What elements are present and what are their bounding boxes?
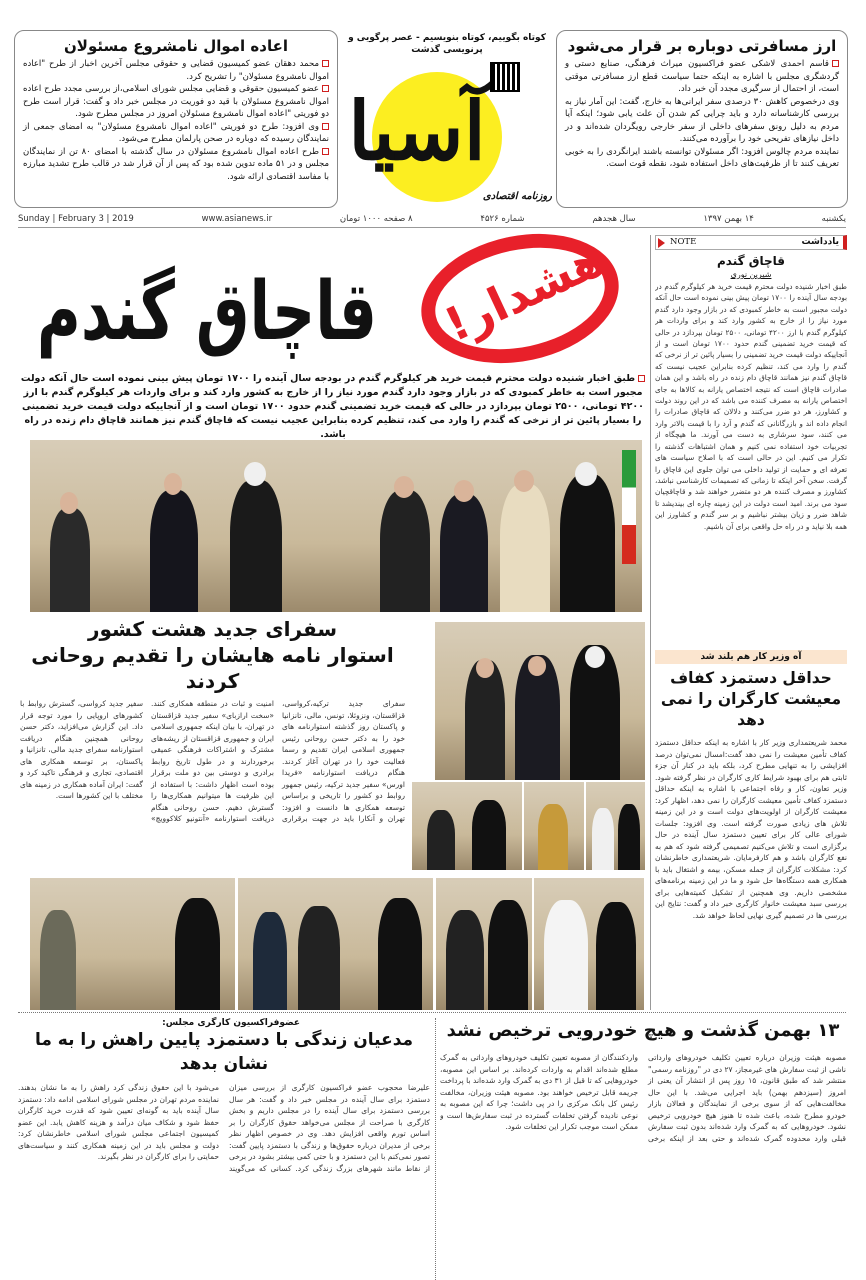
- left-top-para: محمد دهقان عضو کمیسیون قضایی و حقوقی مجلس آخرین اخبار از طرح "اعاده اموال نامشروع مسئولان" را تشریح کرد.: [23, 59, 329, 82]
- left-top-para: طرح اعاده اموال نامشروع مسئولان در سال گذشته با امضای ۸۰ تن از نمایندگان مجلس و در ۵۱ ماده تدوین شده بود که پس از آن قرار شد در قالب طرح تشدید مبارزه با مفاسد اقتصادی ارائه شود.: [23, 146, 330, 182]
- left-top-headline: اعاده اموال نامشروع مسئولان: [64, 37, 288, 55]
- photo-ambassador-handshake: [30, 440, 300, 612]
- bullet-icon: [322, 123, 329, 130]
- date-persian: ۱۴ بهمن ۱۳۹۷: [703, 214, 754, 224]
- right-top-story: [556, 30, 848, 208]
- photo-ambassador-6: [30, 878, 235, 1010]
- mps-story: [18, 1018, 430, 1276]
- photo-ambassador-7: [238, 878, 433, 1010]
- ambassadors-body: سفرای جدید ترکیه،کرواسی، قزاقستان، ونزوئلا، تونس، مالی، تانزانیا و پاکستان روز گذشته استوارنامه های خود را به دکتر حسن روحانی رئیس جمهوری اسلامی ایران تقدیم و رسما فعالیت خود را در تهران آغاز کردند. هنگام دریافت استوارنامه «فریدا اورس» سفیر جدید ترکیه، رئیس جمهور روابط دو کشور را تاریخی و براساس توسعه همکاری ها دانست و افزود: تهران و آنکارا باید در جهت برقراری امنیت و ثبات در منطقه همکاری کنند. «سخت ارازبای» سفیر جدید قزاقستان در تهران، با بیان اینکه جمهوری اسلامی ایران و جمهوری قزاقستان از ریشه‌های مشترک و اشتراکات فرهنگی عمیقی برخوردارند و در طول تاریخ روابط برادری و دوستی بین دو ملت برقرار بوده است اظهار داشت: با استفاده از این ظرفیت ها میتوانیم همکاری‌ها را گسترش دهیم. حسن روحانی هنگام دریافت استوارنامه «آنتونیو کلاکوویچ» سفیر جدید کرواسی، گسترش روابط با کشورهای اروپایی را مورد توجه قرار داد. این گزارش می‌افزاید، دکتر حسن روحانی همچنین هنگام دریافت استوارنامه سفرای جدید مالی، تانزانیا و پاکستان، بر توسعه همکاری های اقتصادی، تجاری و فرهنگی تاکید کرد و گفت: ایران آماده همکاری در زمینه های مختلف با این کشورها است.: [20, 699, 405, 823]
- labour-body: محمد شریعتمداری وزیر کار با اشاره به اینکه حداقل دستمزد کفاف تأمین معیشت را نمی دهد گفت:امسال نمی‌توان درصد افزایشی را به تنهایی مطرح کرد، بلکه باید در کنار آن جزء ثابتی هم برای بهبود شرایط کاری کارگران در نظر گرفته شود. وزیر تعاون، کار و رفاه اجتماعی با اشاره به اینکه حداقل دستمزد کفاف تأمین معیشت کارگران را نمی دهد، اظهار کرد: معیشت کارگران از اولویت‌های دولت است و در این زمینه تلاش های زیادی صورت گرفته است. وی افزود: جلسات شورای عالی کار برای تعیین دستمزد سال آینده در حال برگزاری است و تلاش می‌کنیم تصمیمی گرفته شود که هم به نفع کارگران باشد و هم کارفرمایان. شریعتمداری خاطرنشان کرد: مشکلات کارگران از جمله مسکن، بیمه و اشتغال باید با همکاری همه دستگاه‌ها حل شود و ما در این زمینه برنامه‌های مشخصی داریم. وی همچنین از تشکیل کمیته‌هایی برای بررسی سبد معیشت خانوار کارگری خبر داد و گفت: نتایج این بررسی ها در تصمیم گیری نهایی لحاظ خواهد شد.: [655, 738, 847, 920]
- labour-story: [655, 650, 847, 1008]
- date-english: Sunday | February 3 | 2019: [18, 214, 134, 224]
- year-volume: سال هجدهم: [592, 214, 636, 224]
- date-bar: [18, 212, 846, 228]
- right-top-para: وی درخصوص کاهش ۳۰ درصدی سفر ایرانی‌ها به خارج، گفت: این آمار نیاز به بررسی کارشناسانه دارد و باید چرایی کم شدن آن علت یابی شود؛ اینکه آیا مردم به دلیل رونق سفرهای داخلی از سفر خارجی رویگردان شده‌اند و در داخل نیازهای تفریحی خود را برآورده می‌کنند.: [565, 96, 839, 144]
- ambassadors-headline: سفرای جدید هشت کشور استوار نامه هایشان را تقدیم روحانی کردند: [31, 617, 394, 693]
- cars-story: [440, 1018, 846, 1276]
- iran-flag: [622, 450, 636, 564]
- photo-rouhani-ambassador: [435, 622, 645, 780]
- issue-number: شماره ۴۵۲۶: [480, 214, 525, 224]
- main-headline: قاچاق گندم: [36, 264, 378, 360]
- photo-ambassador-4: [524, 782, 584, 870]
- left-top-para: وی افزود: طرح دو فوریتی "اعاده اموال نامشروع مسئولان" به امضای جمعی از نمایندگان رسیده که دوباره در صحن پارلمان مطرح می‌شود.: [23, 121, 329, 144]
- note-body: طبق اخبار شنیده دولت محترم قیمت خرید هر کیلوگرم گندم در بودجه سال آینده را ۱۷۰۰ تومان پیش بینی نموده است حال آنکه دولت مجبور است به خاطر کمبودی که در بازار وجود دارد گندم مورد نیاز را از خارج به کشور وارد کند و برای واردات هر کیلوگرم گندم با ارز ۴۲۰۰ تومانی، ۲۵۰۰ تومان بپردازد در حالی که قیمت خرید تضمینی گندم حدود ۱۷۰۰ تومان است و از آنجاییکه دولت قیمت خرید تضمینی را بسیار پائین تر از نرخی که گندم را وارد می کند، تنظیم کرده بنابراین عجیب نیست که قاچاق گندم نیز همانند قاچاق دام زنده در راه باشد و این همان صادرات قاچاق است که نتیجه اختصاص یارانه به کالاها به جای اختصاص یارانه به مصرف کننده می باشد که در این روند دولت و کشاورز، هر دو ضرر می‌کنند و دلالان که قاچاق صادرات را انجام داده اند و بازرگانانی که گندم و آرد را با قیمت بالاتر وارد می کنند، سود سرشاری به دست می آورند. ما هیچگاه از تجربیات خود استفاده نمی کنیم و همان اشتباهات گذشته را تکرار می کنیم. این در حالی است که با اصلاح سیاست های تعرفه ای و حمایت از تولید داخلی می توان جلوی این قاچاق را گرفت. سخن آخر اینکه تا زمانی که تصمیمات کارشناسی نباشد، کشاورز و مصرف کننده هر دو متضرر خواهند شد و قاچاقچیان سود می برند. امید است دولت در این زمینه چاره ای بیندیشد تا شاهد ضرر و زیان بیشتر نباشیم و بر سر گندم و کشاورز این همه بلا نیاید و در راه حل واقعی برای آن باشیم.: [655, 282, 847, 531]
- note-column: [655, 235, 847, 640]
- right-top-para: نماینده مردم چالوس افزود: اگر مسئولان توانسته باشند ایرانگردی را به خوبی تعریف کنند تا از ظرفیت‌های داخل استفاده شود، نقطه قوت است.: [565, 146, 839, 169]
- bullet-icon: [638, 375, 645, 382]
- mps-headline: مدعیان زندگی با دستمزد پایین راهش را به ما نشان بدهد: [34, 1030, 414, 1074]
- arrow-icon: [658, 238, 665, 248]
- cars-body: مصوبه هیئت وزیران درباره تعیین تکلیف خودروهای وارداتی ناشی از ثبت سفارش های غیرمجاز، ۲۷ دی در "روزنامه رسمی" منتشر شد که طبق قانون، ۱۵ روز پس از انتشار آن یعنی از امروز (سیزدهم بهمن) باید اجرایی می‌شد. با این حال مخالفت‌هایی که از سوی برخی از نمایندگان و فعالان بازار خودرو مطرح شده، باعث شده تا هنوز هیچ خودرویی ترخیص نشود. خودروهایی که به گمرک وارد شده‌اند بدون ثبت سفارش قبلی وارد محدوده گمرک شده‌اند و حتی بعد از اینکه برخی واردکنندگان از مصوبه تعیین تکلیف خودروهای وارداتی به گمرک مطلع شده‌اند اقدام به واردات کرده‌اند. بر اساس این مصوبه، خودروهایی که تا قبل از ۳۱ دی به گمرک وارد شده‌اند با پرداخت جریمه قابل ترخیص خواهند بود. مصوبه هیئت وزیران، مخالفت رئیس کل بانک مرکزی را در پی داشت؛ چرا که این مصوبه به نوعی نادیده گرفتن تخلفات گسترده در ثبت سفارش‌ها است و ممکن است موجب تکرار این تخلفات شود.: [440, 1053, 846, 1143]
- motto: کوتاه بگوییم، کوتاه بنویسیم - عصر پرگویی و پرنویسی گذشت: [348, 33, 546, 55]
- cars-headline: ۱۳ بهمن گذشت و هیچ خودرویی ترخیص نشد: [446, 1020, 840, 1041]
- main-lead: طبق اخبار شنیده دولت محترم قیمت خرید هر کیلوگرم گندم در بودجه سال آینده را ۱۷۰۰ تومان پیش بینی نموده است حال آنکه دولت مجبور است به خاطر کمبودی که در بازار وجود دارد گندم مورد نیاز را از خارج به کشور وارد کند و برای واردات هر کیلوگرم گندم با ارز ۴۲۰۰ تومانی، ۲۵۰۰ تومان بپردازد در حالی که قیمت خرید تضمینی گندم حدود ۱۷۰۰ تومان است و از آنجاییکه دولت قیمت خرید تضمینی را بسیار پائین تر از نرخی که گندم را وارد می کند، تنظیم کرده بنابراین عجیب نیست که قاچاق گندم نیز همانند قاچاق دام زنده در راه باشد.: [20, 373, 644, 440]
- note-label: یادداشت: [801, 237, 839, 247]
- photo-ambassador-8: [436, 878, 532, 1010]
- price: ۸ صفحه ۱۰۰۰ تومان: [339, 214, 413, 224]
- photo-ambassador-3: [412, 782, 522, 870]
- qr-code-icon: [492, 64, 518, 90]
- note-label-bar: [655, 235, 847, 250]
- note-title: قاچاق گندم: [716, 254, 786, 268]
- mps-kicker: عضوفراکسیون کارگری مجلس:: [162, 1018, 300, 1028]
- right-top-para: قاسم احمدی لاشکی عضو فراکسیون میراث فرهنگی، صنایع دستی و گردشگری مجلس با اشاره به اینکه حتما سیاست قطع ارز مسافرتی موقتی است، از احتمال از سرگیری مجدد آن خبر داد.: [565, 59, 839, 94]
- newspaper-logo: آسیا: [348, 84, 486, 178]
- day-persian: یکشنبه: [821, 214, 846, 224]
- bullet-icon: [322, 60, 329, 67]
- website-link[interactable]: www.asianews.ir: [201, 214, 273, 224]
- left-top-para: عضو کمیسیون حقوقی و قضایی مجلس شورای اسلامی،از بررسی مجدد طرح اعاده اموال نامشروع مسئولان با قید دو فوریت در مجلس خبر داد و گفت: قرار است طرح دو فوریتی "اعاده اموال نامشروع مسئولان امروز در مجلس مطرح شود.: [23, 84, 329, 119]
- masthead: [342, 30, 552, 208]
- note-label-en: NOTE: [670, 237, 697, 247]
- mps-body: علیرضا محجوب عضو فراکسیون کارگری از بررسی میزان دستمزد برای سال آینده در مجلس خبر داد و گفت: هر سال بررسی دستمزد برای سال آینده را در مجلس داریم و بخش کارگری با صراحت از مجلس می‌خواهد حقوق کارگران را بر اساس تورم واقعی افزایش دهد. وی در خصوص اظهار نظر برخی از مدیران درباره حقوق‌ها و زندگی با دستمزد پایین گفت: تصور نمی‌کنم با این دستمزد و با حتی کمی بیشتر بشود در برخی از نقاط مانند شهرهای بزرگ زندگی کرد. کسانی که می‌گویند می‌شود با این حقوق زندگی کرد راهش را به ما نشان بدهند. نماینده مردم تهران در مجلس شورای اسلامی ادامه داد: دستمزد سال آینده باید به گونه‌ای تعیین شود که قدرت خرید کارگران حفظ شود و شکاف میان درآمد و هزینه کاهش یابد. این عضو کمیسیون اجتماعی مجلس شورای اسلامی خاطرنشان کرد: دولت و مجلس باید در این زمینه همکاری کنند و سیاست‌های حمایتی را برای کارگران در نظر بگیرند.: [18, 1083, 430, 1173]
- ambassadors-story: [20, 616, 405, 872]
- bullet-icon: [322, 85, 329, 92]
- photo-ambassadors-group: [300, 440, 642, 612]
- labour-kicker: آه وزیر کار هم بلند شد: [655, 650, 847, 664]
- photo-ambassador-5: [586, 782, 645, 870]
- logo-subtitle: روزنامه اقتصادی: [482, 191, 552, 202]
- right-top-headline: ارز مسافرتی دوباره بر قرار می‌شود: [567, 37, 837, 55]
- photo-ambassador-9: [534, 878, 644, 1010]
- bullet-icon: [832, 60, 839, 67]
- labour-headline: حداقل دستمزد کفاف معیشت کارگران را نمی دهد: [660, 669, 842, 729]
- warning-stamp: هشدار!: [400, 236, 645, 366]
- note-author: شیرین نوری: [730, 270, 772, 279]
- bullet-icon: [322, 148, 329, 155]
- left-top-story: [14, 30, 338, 208]
